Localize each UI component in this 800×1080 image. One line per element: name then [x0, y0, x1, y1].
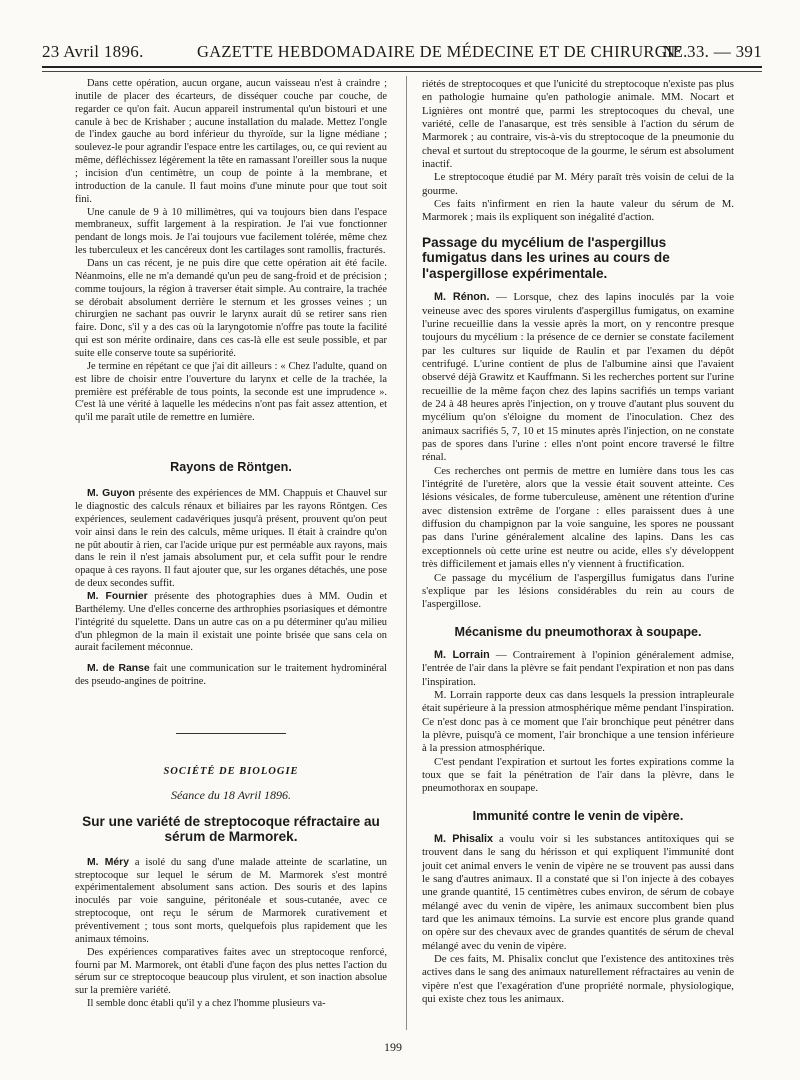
paragraph-phisalix: M. Phisalix a voulu voir si les substances antitoxiques qui se trouvent dans le sang du hérisson et qui expliquent l'immunité dont jouit cet animal envers le venin de vipère ne se trouvent pas aussi dans le sang d'autres animaux. Il a constaté que si l'on injecte à des cobayes une grande quantité, 15 centimètres cubes environ, de sérum de cobaye mélangé avec du venin de vipère, les animaux succombent bien plus tard que les animaux témoins. La survie est encore plus grande quand on opère sur des chevaux avec de grandes quantités de sérum de cheval mélangé avec du venin de vipère. — [422, 833, 734, 952]
paragraph: Le streptocoque étudié par M. Méry paraît très voisin de celui de la gourme. — [422, 171, 734, 197]
paragraph-fournier: M. Fournier présente des photographies dues à MM. Oudin et Barthélemy. Une d'elles concerne des arthrophies psoriasiques et démontre l'intégrité du squelette. Dans un autre cas on a pu déterminer qu'au milieu d'un phlegmon de la main il existait une pointe brisée que sans cela on aurait facilement méconnue. — [75, 590, 388, 654]
author-renon: M. Rénon. — [434, 291, 490, 304]
paragraph: De ces faits, M. Phisalix conclut que l'existence des antitoxines très actives dans le sang des animaux naturellement réfractaires au venin de vipère n'est que l'exagération d'une propriété normale, physiologique, qui existe chez tous les animaux. — [422, 953, 734, 1006]
header-issue-page: N° 33. — 391 — [662, 42, 762, 61]
section-heading-venin: Immunité contre le venin de vipère. — [472, 808, 684, 823]
paragraph: M. Lorrain rapporte deux cas dans lesquels la pression intrapleurale était supérieure à la pression atmosphérique même pendant l'inspiration. Ce n'est donc pas à ce moment que l'air bronchique peut pénétrer dans la plèvre, puisqu'à ce moment, l'air bronchique a une tension inférieure à la pression atmosphérique. — [422, 688, 734, 755]
paragraph: Ces faits n'infirment en rien la haute valeur du sérum de M. Marmorek ; mais ils expliquent son inégalité d'action. — [422, 198, 734, 224]
paragraph-renon: M. Rénon. — Lorsque, chez des lapins inoculés par la voie veineuse avec des spores virulents d'aspergillus fumigatus, on examine l'urine recueillie dans la vessie après la mort, on y rencontre presque toujours du mycélium : la présence de ce dernier se constate facilement par les cultures sur liquide de Raulin et par l'examen du dépôt centrifugé. L'urine contient de plus de l'albumine ainsi que l'avaient observé déjà Grawitz et Kauffmann. Si les recherches portent sur l'urine recueillie de la même façon chez des lapins sacrifiés un temps variant de 24 à 48 heures après l'injection, on y trouve d'autant plus souvent du mycélium qu'on s'éloigne du moment de l'inoculation. Chez des animaux sacrifiés 5, 7, 10 et 15 minutes après l'injection, on ne constate pas de spores dans l'urine : elles n'ont point encore traversé le filtre rénal. — [422, 291, 734, 464]
header-date: 23 Avril 1896. — [42, 42, 144, 61]
left-column — [75, 78, 387, 1011]
running-header — [42, 40, 762, 66]
paragraph: Dans un cas récent, je ne puis dire que cette opération ait été facile. Néanmoins, elle ne m'a demandé qu'un peu de sang-froid et de précision ; comme toujours, la région à traverser était simple. Au contraire, la trachée se dérobait absolument derrière le sternum et les grosses veines ; un chirurgien ne sachant pas ouvrir le larynx aurait dû se retirer sans rien faire. Donc, s'il y a des cas où la laryngotomie n'offre pas toute la facilité qui est son mérite ordinaire, dans ces cas-là elle est seule possible, et par suite elle conserve toute sa supériorité. — [75, 258, 387, 360]
author-fournier: M. Fournier — [87, 590, 148, 602]
paragraph-lorrain: M. Lorrain — Contrairement à l'opinion généralement admise, l'entrée de l'air dans la plèvre se fait pendant l'expiration et non pas dans l'inspiration. — [422, 648, 735, 688]
author-lorrain: M. Lorrain — [434, 648, 490, 661]
paragraph: Ces recherches ont permis de mettre en lumière dans tous les cas l'intégrité de l'uretère, alors que la vessie était souvent atteinte. Ces lésions vésicales, de forme tuberculeuse, amènent une rétention d'urine avec distension extrême de l'organe : elles paraissent dues à une diffusion du champignon par la voie sanguine, les spores ne poussant pas dans l'urine généralement alcaline des lapins. Dans les cas exceptionnels où cette urine est neutre ou acide, elles s'y développent très difficilement et jamais elles n'y viennent à fructification. — [422, 464, 734, 571]
header-journal-title: GAZETTE HEBDOMADAIRE DE MÉDECINE ET DE CHIRURGIE. — [197, 42, 688, 61]
paragraph: riétés de streptocoques et que l'unicité du streptocoque n'existe pas plus en pathologie humaine qu'en pathologie animale. MM. Nocart et Lignières ont montré que, parmi les streptocoques du cheval, une variété, celle de l'anasarque, est très sensible à l'action du sérum de Marmorek ; au contraire, vis-à-vis du streptocoque de la pneumonie du cheval et surtout du streptocoque de la gourme, le sérum est absolument inactif. — [422, 78, 734, 171]
session-date: Séance du 18 Avril 1896. — [170, 787, 292, 802]
paragraph: Ce passage du mycélium de l'aspergillus fumigatus dans l'urine s'explique par les lésions considérables du rein au cours de l'aspergillose. — [422, 571, 734, 611]
paragraph: Il semble donc établi qu'il y a chez l'homme plusieurs va- — [87, 998, 326, 1010]
section-divider-rule — [176, 733, 286, 734]
author-mery: M. Méry — [87, 856, 129, 868]
section-heading-streptocoque: Sur une variété de streptocoque réfractaire au sérum de Marmorek. — [82, 813, 380, 845]
right-column — [422, 78, 734, 1006]
paragraph: Des expériences comparatives faites avec un streptocoque renforcé, fourni par M. Marmorek, ont établi d'une façon des plus nettes l'action du sérum sur ce streptocoque beaucoup plus virulent, et son inaction absolue sur la première variété. — [75, 946, 387, 997]
paragraph-mery: M. Méry a isolé du sang d'une malade atteinte de scarlatine, un streptocoque sur lequel le sérum de M. Marmorek s'est montré expérimentalement absolument sans action. Des souris et des lapins inoculés par voie sanguine, péritonéale et sous-cutanée, avec ce streptocoque, ont reçu le sérum de Marmorek curativement et préventivement ; tous sont morts, quelquefois plus rapidement que les animaux témoins. — [75, 856, 387, 945]
paragraph: Dans cette opération, aucun organe, aucun vaisseau n'est à craindre ; inutile de placer des écarteurs, de disséquer couche par couche, de regarder ce qu'on fait. Aucun appareil instrumental qu'un bistouri et une canule à bec de Krishaber ; aucune installation du malade. Mettez l'ongle de l'index gauche au bord inférieur du thyroïde, sur la ligne médiane ; soulevez-le pour agrandir l'espace entre les cartilages, ou, ce qui revient au même, défléchissez légèrement la tête en ramassant l'oreiller sous la nuque ; incision d'un centimètre, un coup de pointe à la membrane, et introduction de la canule. Il faut moins d'une minute pour que tout soit fini. — [75, 78, 387, 205]
paragraph-ranse: M. de Ranse fait une communication sur le traitement hydrominéral des pseudo-angines de poitrine. — [75, 663, 387, 688]
paragraph-guyon: M. Guyon présente des expériences de MM. Chappuis et Chauvel sur le diagnostic des calculs rénaux et biliaires par les rayons Röntgen. Ces expériences, seulement cadavériques jusqu'à présent, prouvent qu'on peut voir ainsi dans le rein des calculs, même uriques. Il était à craindre qu'on ne pût aboutir à rien, car l'acide urique pur est perméable aux rayons, mais dans le rein il n'est jamais absolument pur, et cela suffit pour le rendre opaque à ces rayons. Il faut ajouter que, sur les organes détachés, une pose de deux secondes suffit. — [75, 488, 387, 590]
section-heading-aspergillus: Passage du mycélium de l'aspergillus fumigatus dans les urines au cours de l'aspergillose expérimentale. — [422, 234, 670, 281]
section-heading-pneumothorax: Mécanisme du pneumothorax à soupape. — [454, 624, 702, 639]
paragraph: C'est pendant l'expiration et surtout les fortes expirations comme la toux que se fait la pénétration de l'air dans la plèvre, dans le pneumothorax en soupape. — [422, 755, 734, 795]
section-heading-rontgen: Rayons de Röntgen. — [170, 460, 292, 475]
society-title: SOCIÉTÉ DE BIOLOGIE — [163, 765, 299, 777]
column-divider — [406, 76, 407, 1030]
author-phisalix: M. Phisalix — [434, 833, 494, 845]
paragraph: Une canule de 9 à 10 millimètres, qui va toujours bien dans l'espace membraneux, suffit largement à la respiration. Je l'ai vue fonctionner pendant de longs mois. Je l'ai toujours vue facilement tolérée, même chez les tuberculeux et les cancéreux dont les cartilages sont ramollis, fracturés. — [75, 206, 387, 257]
paragraph: Je termine en répétant ce que j'ai dit ailleurs : « Chez l'adulte, quand on est libre de choisir entre l'ouverture du larynx et celle de la trachée, la première est préférable de tous points, la seconde est une imprudence ». C'est là une vérité à laquelle les médecins n'ont pas fait assez attention, et qu'il me paraît utile de remettre en lumière. — [75, 360, 387, 424]
header-rule-thick — [42, 66, 762, 68]
header-rule-thin — [42, 71, 762, 72]
page-number: 199 — [384, 1040, 402, 1054]
author-guyon: M. Guyon — [87, 488, 136, 500]
author-ranse: M. de Ranse — [87, 663, 150, 675]
